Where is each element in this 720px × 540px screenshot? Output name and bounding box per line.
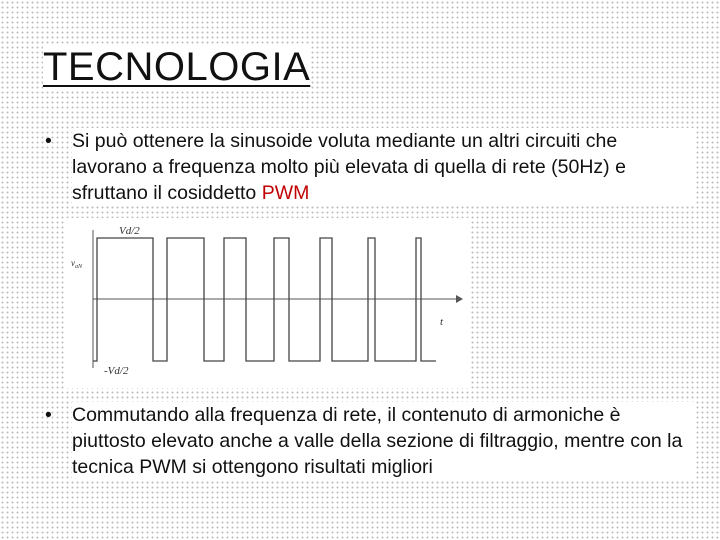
label-vd-half: Vd/2 bbox=[119, 225, 140, 237]
bullet-1-text bbox=[72, 128, 695, 206]
label-an-subscript: aN bbox=[75, 264, 83, 270]
bullet-1 bbox=[45, 128, 695, 206]
time-axis-arrow bbox=[456, 295, 463, 303]
pwm-waveform-diagram bbox=[64, 218, 469, 388]
bullet-2-text: Commutando alla frequenza di rete, il contenuto di armoniche è piuttosto elevato anche a valle della sezione di filtraggio, mentre con la tecnica PWM si ottengono risultati migliori bbox=[72, 402, 695, 480]
bullet-2 bbox=[45, 402, 695, 480]
label-v: v bbox=[71, 258, 75, 268]
pwm-highlight: PWM bbox=[261, 182, 310, 204]
bullet-marker: • bbox=[45, 130, 52, 152]
label-v-an bbox=[71, 258, 83, 270]
slide-title: TECNOLOGIA bbox=[43, 45, 311, 89]
bullet-1-body: Si può ottenere la sinusoide voluta mediante un altri circuiti che lavorano a frequenza molto più elevata di quella di rete (50Hz) e sfruttano il cosiddetto bbox=[72, 130, 626, 204]
label-minus-vd-half: -Vd/2 bbox=[104, 365, 129, 377]
pwm-waveform-figure bbox=[64, 218, 469, 388]
bullet-marker: • bbox=[45, 404, 52, 426]
label-t: t bbox=[440, 316, 444, 328]
